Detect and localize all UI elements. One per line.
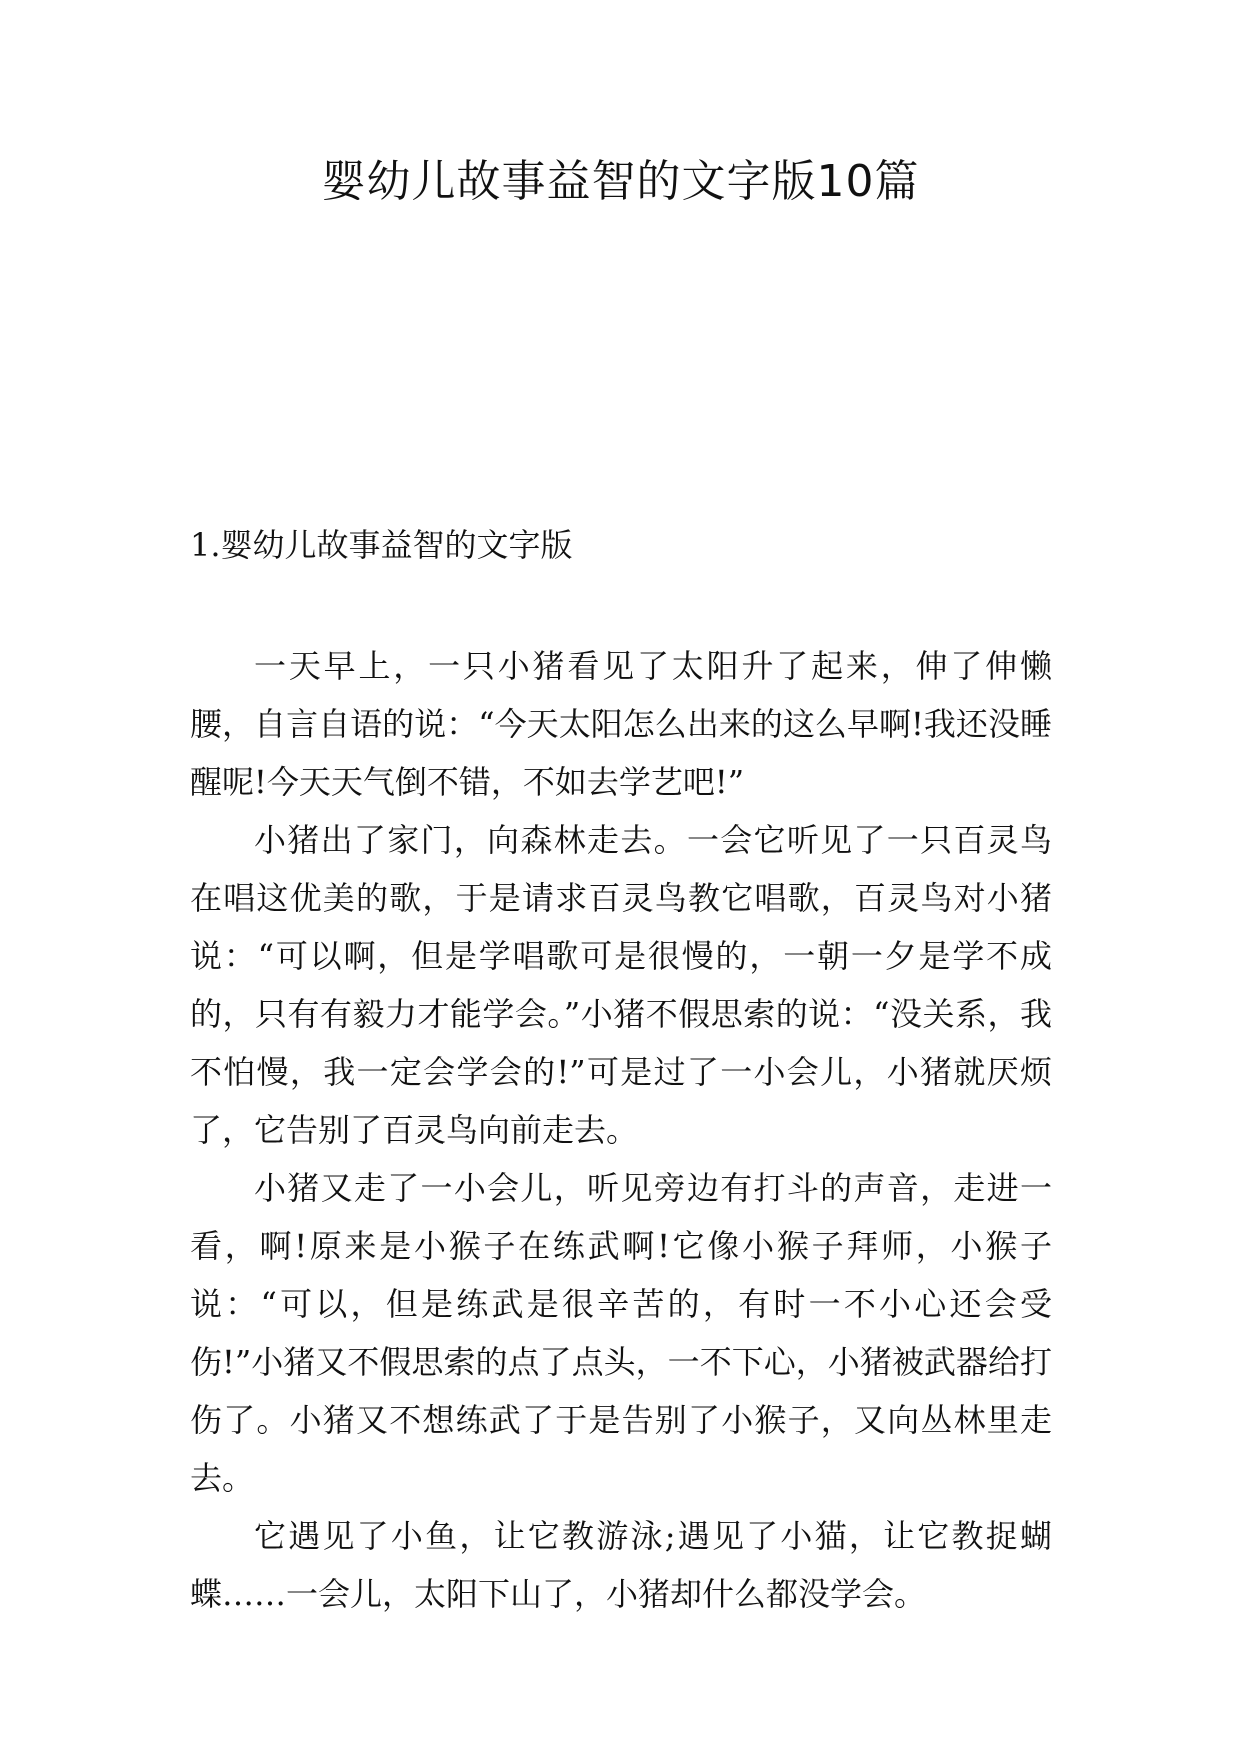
paragraph: 它遇见了小鱼，让它教游泳;遇见了小猫，让它教捉蝴蝶……一会儿，太阳下山了，小猪却什么都没学会。: [190, 1517, 1052, 1613]
paragraph: 小猪出了家门，向森林走去。一会它听见了一只百灵鸟在唱这优美的歌，于是请求百灵鸟教它唱歌，百灵鸟对小猪说：“可以啊，但是学唱歌可是很慢的，一朝一夕是学不成的，只有有毅力才能学会。”小猪不假思索的说：“没关系，我不怕慢，我一定会学会的!”可是过了一小会儿，小猪就厌烦了，它告别了百灵鸟向前走去。: [190, 821, 1052, 1149]
story-body: [190, 637, 1052, 1623]
paragraph: 一天早上，一只小猪看见了太阳升了起来，伸了伸懒腰，自言自语的说：“今天太阳怎么出来的这么早啊!我还没睡醒呢!今天天气倒不错，不如去学艺吧!”: [190, 647, 1052, 801]
paragraph: 小猪又走了一小会儿，听见旁边有打斗的声音，走进一看，啊!原来是小猴子在练武啊!它像小猴子拜师，小猴子说：“可以，但是练武是很辛苦的，有时一不小心还会受伤!”小猪又不假思索的点了点头，一不下心，小猪被武器给打伤了。小猪又不想练武了于是告别了小猴子，又向丛林里走去。: [190, 1169, 1052, 1497]
section-heading: 1.婴幼儿故事益智的文字版: [190, 526, 573, 564]
document-title: 婴幼儿故事益智的文字版10篇: [321, 156, 920, 207]
